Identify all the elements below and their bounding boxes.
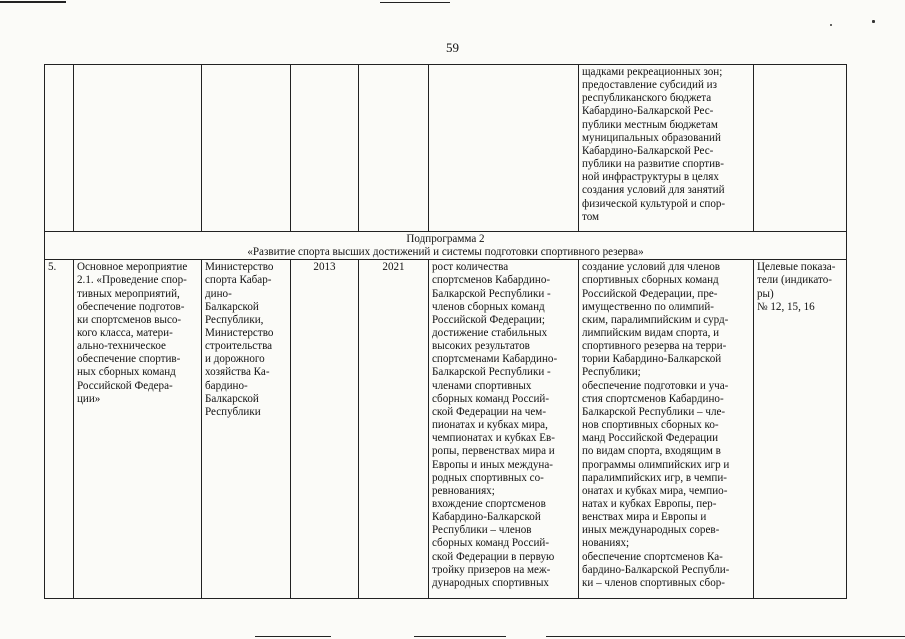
scan-artifact-line	[0, 1, 66, 3]
table-cell	[202, 65, 291, 232]
table-cell	[45, 65, 74, 232]
scan-artifact-dot	[872, 20, 875, 23]
activity-cell	[74, 260, 202, 599]
subprogram-subtitle: «Развитие спорта высших достижений и системы подготовки спортивного резерва»	[247, 245, 644, 258]
subprogram-heading	[45, 232, 847, 260]
end-year-cell	[359, 260, 429, 599]
result-cell	[429, 260, 579, 599]
executor-cell	[202, 260, 291, 599]
row-number: 5.	[48, 261, 57, 274]
table-cell	[429, 65, 579, 232]
table-cell	[754, 65, 847, 232]
table-cell	[291, 65, 359, 232]
table-cell	[74, 65, 202, 232]
scan-artifact-line	[546, 636, 905, 637]
activity-text: Основное мероприятие 2.1. «Проведение спор- тивных мероприятий, обеспечение подготов- ки спортсменов высо- кого класса, матери- ально-техническое обеспечение спортив- ных сборных команд Российской Федера- ции»	[77, 261, 188, 405]
subprogram-title: Подпрограмма 2	[406, 233, 485, 245]
start-year-cell	[291, 260, 359, 599]
table-row	[45, 260, 847, 599]
scan-artifact-line	[414, 636, 506, 637]
subprogram-row	[45, 232, 847, 260]
cell-text: щадками рекреационных зон; предоставление субсидий из республиканского бюджета Кабардино-Балкарской Рес- публики местным бюджетам муниципальных образований Кабардино-Балкарской Рес- публики на развитие спортив- ной инфраструктуры в целях создания условий для занятий физической культурой и спор- том	[582, 66, 726, 223]
table-cell	[359, 65, 429, 232]
directions-cell-continued	[579, 65, 754, 232]
directions-text: создание условий для членов спортивных сборных команд Российской Федерации, пре- имущественно по олимпий- ским, паралимпийским и сурд- лимпийским видам спорта, и спортивного резерва на терри- тории Кабардино-Балкарской Республики; обеспечение подготовки и уча- стия спортсменов Кабардино- Балкарской Республики – чле- нов спортивных сборных ко- манд Российской Федерации по видам спорта, входящим в программы олимпийских игр и паралимпийских игр, в чемпи- онатах и кубках мира, чемпио- натах и кубках Европы, пер- венствах мира и Европы и иных международных сорев- нованиях; обеспечение спортсменов Ка- бардино-Балкарской Республи- ки – членов спортивных сбор-	[582, 261, 730, 589]
page-number: 59	[446, 40, 459, 55]
indicator-cell	[754, 260, 847, 599]
scan-artifact-line	[255, 636, 331, 637]
scan-artifact-dot	[830, 24, 832, 26]
program-table	[44, 64, 847, 599]
table-row	[45, 65, 847, 232]
directions-cell	[579, 260, 754, 599]
end-year: 2021	[382, 261, 405, 274]
indicator-text: Целевые показа- тели (индикато- ры) № 12, 15, 16	[757, 261, 836, 313]
result-text: рост количества спортсменов Кабардино- Балкарской Республики - членов сборных команд Российской Федерации; достижение стабильных высоких результатов спортсменами Кабардино- Балкарской Республики - членами спортивных сборных команд Россий- ской Федерации на чем- пионатах и кубках мира, чемпионатах и кубках Ев- ропы, первенствах мира и Европы и иных междуна- родных спортивных со- ревнованиях; вхождение спортсменов Кабардино-Балкарской Республики – членов сборных команд Россий- ской Федерации в первую тройку призеров на меж- дународных спортивных	[432, 261, 558, 589]
executor-text: Министерство спорта Кабар- дино- Балкарской Республики, Министерство строительства и дорожного хозяйства Ка- бардино- Балкарской Республики	[205, 261, 274, 418]
row-number-cell	[45, 260, 74, 599]
scan-artifact-line	[380, 2, 450, 3]
start-year: 2013	[313, 261, 336, 274]
